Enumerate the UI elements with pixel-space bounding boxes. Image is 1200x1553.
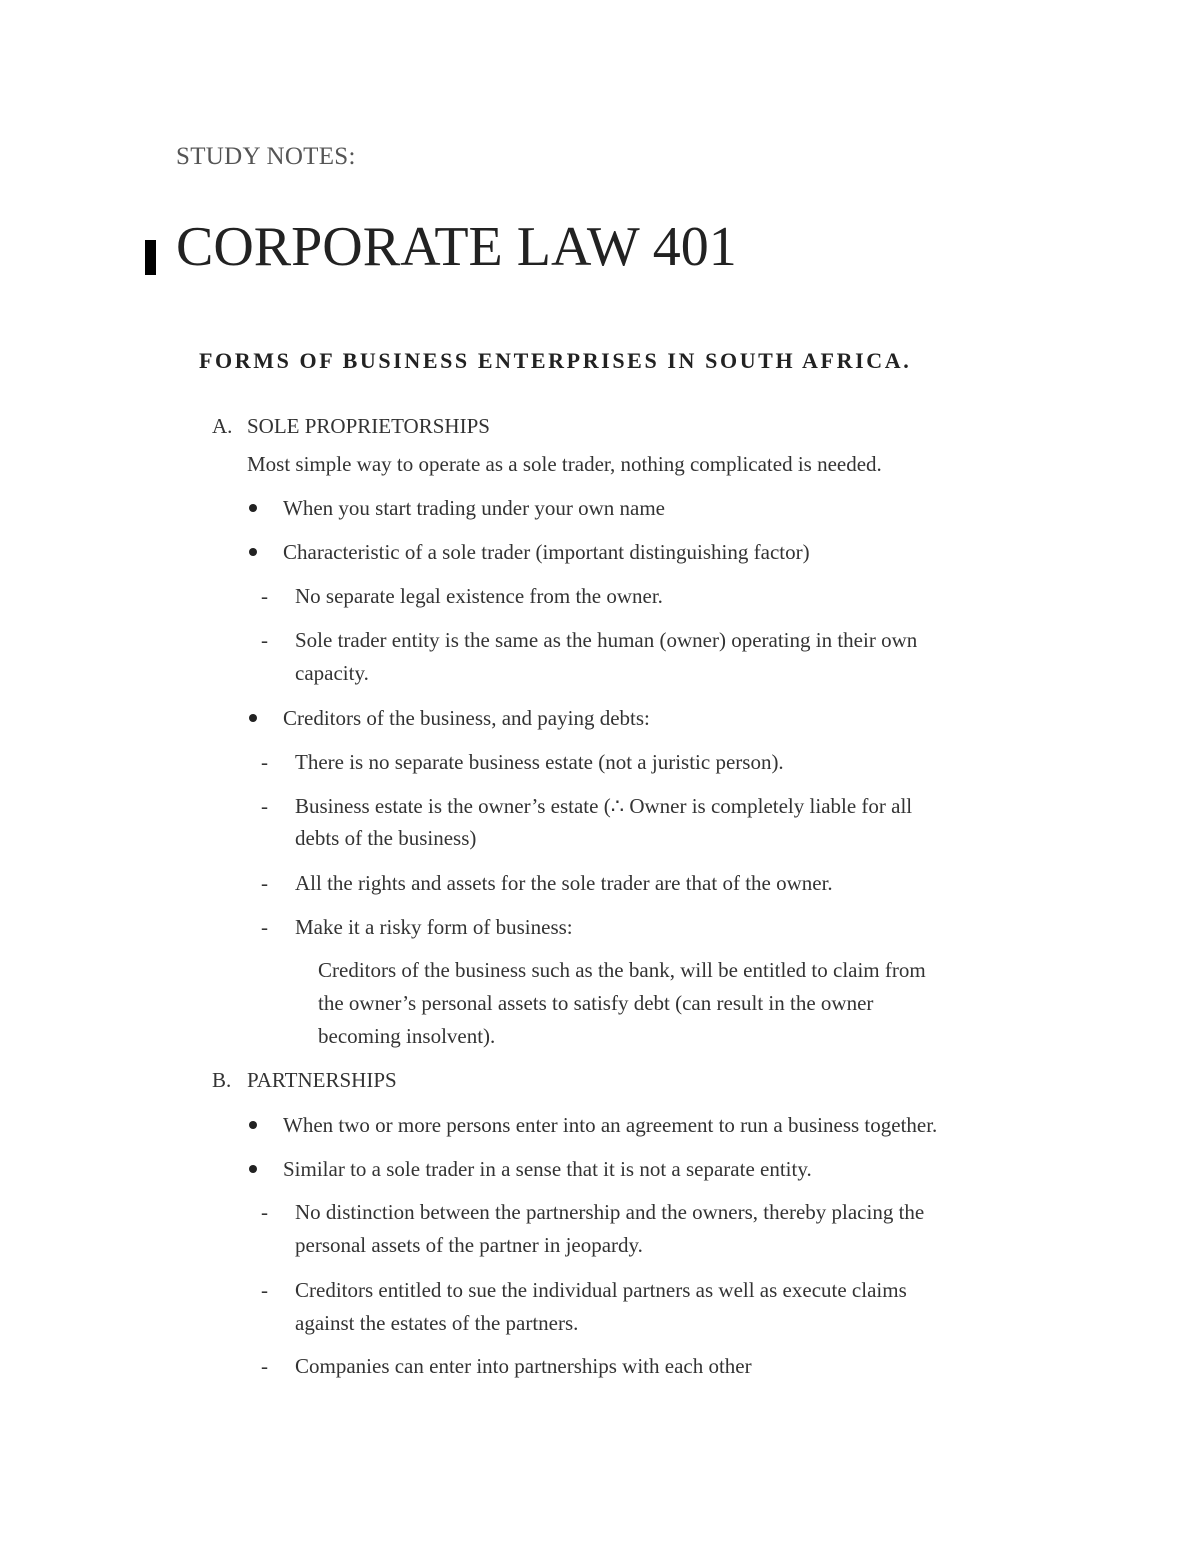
section-b-dash-1-line-1: No distinction between the partnership and the owners, thereby placing the: [295, 1200, 925, 1224]
document-title: CORPORATE LAW 401: [176, 216, 737, 278]
section-a-dash-4-line-2: debts of the business): [295, 826, 477, 850]
section-a-intro: Most simple way to operate as a sole trader, nothing complicated is needed.: [247, 452, 882, 476]
section-a-dash-2-line-1: Sole trader entity is the same as the human (owner) operating in their own: [295, 628, 918, 652]
section-a-letter: A.: [212, 414, 233, 438]
section-b-dash-1-line-2: personal assets of the partner in jeopardy.: [295, 1233, 643, 1257]
section-b-bullet-1: When two or more persons enter into an agreement to run a business together.: [283, 1113, 938, 1137]
section-a-bullet-2: Characteristic of a sole trader (important distinguishing factor): [283, 540, 810, 564]
bullet-dot: [249, 548, 257, 556]
bullet-dot: [249, 1121, 257, 1129]
section-b-dash-2-line-2: against the estates of the partners.: [295, 1311, 579, 1335]
title-accent-bar: [145, 240, 156, 275]
dash-marker: -: [261, 1354, 268, 1378]
dash-marker: -: [261, 1278, 268, 1302]
section-b-letter: B.: [212, 1068, 232, 1092]
bullet-dot: [249, 1165, 257, 1173]
section-heading: FORMS OF BUSINESS ENTERPRISES IN SOUTH AFRICA.: [199, 348, 912, 373]
section-a-note-line-1: Creditors of the business such as the bank, will be entitled to claim from: [318, 958, 926, 982]
section-a-dash-1: No separate legal existence from the owner.: [295, 584, 663, 608]
dash-marker: -: [261, 750, 268, 774]
section-b-dash-3: Companies can enter into partnerships with each other: [295, 1354, 752, 1378]
section-a-dash-5: All the rights and assets for the sole trader are that of the owner.: [295, 871, 833, 895]
dash-marker: -: [261, 871, 268, 895]
section-b-bullet-2: Similar to a sole trader in a sense that it is not a separate entity.: [283, 1157, 812, 1181]
section-b-label: PARTNERSHIPS: [247, 1068, 397, 1092]
section-a-dash-6: Make it a risky form of business:: [295, 915, 573, 939]
section-a-bullet-1: When you start trading under your own name: [283, 496, 665, 520]
bullet-dot: [249, 714, 257, 722]
dash-marker: -: [261, 584, 268, 608]
section-a-dash-3: There is no separate business estate (not a juristic person).: [295, 750, 784, 774]
section-a-label: SOLE PROPRIETORSHIPS: [247, 414, 490, 438]
section-b-dash-2-line-1: Creditors entitled to sue the individual partners as well as execute claims: [295, 1278, 907, 1302]
dash-marker: -: [261, 794, 268, 818]
bullet-dot: [249, 504, 257, 512]
dash-marker: -: [261, 628, 268, 652]
section-a-dash-4-line-1: Business estate is the owner’s estate (∴ Owner is completely liable for all: [295, 794, 913, 818]
dash-marker: -: [261, 1200, 268, 1224]
section-a-bullet-3: Creditors of the business, and paying debts:: [283, 706, 650, 730]
dash-marker: -: [261, 915, 268, 939]
section-a-dash-2-line-2: capacity.: [295, 661, 369, 685]
section-a-note-line-3: becoming insolvent).: [318, 1024, 496, 1048]
section-a-note-line-2: the owner’s personal assets to satisfy debt (can result in the owner: [318, 991, 874, 1015]
document-subtitle: STUDY NOTES:: [176, 143, 356, 170]
